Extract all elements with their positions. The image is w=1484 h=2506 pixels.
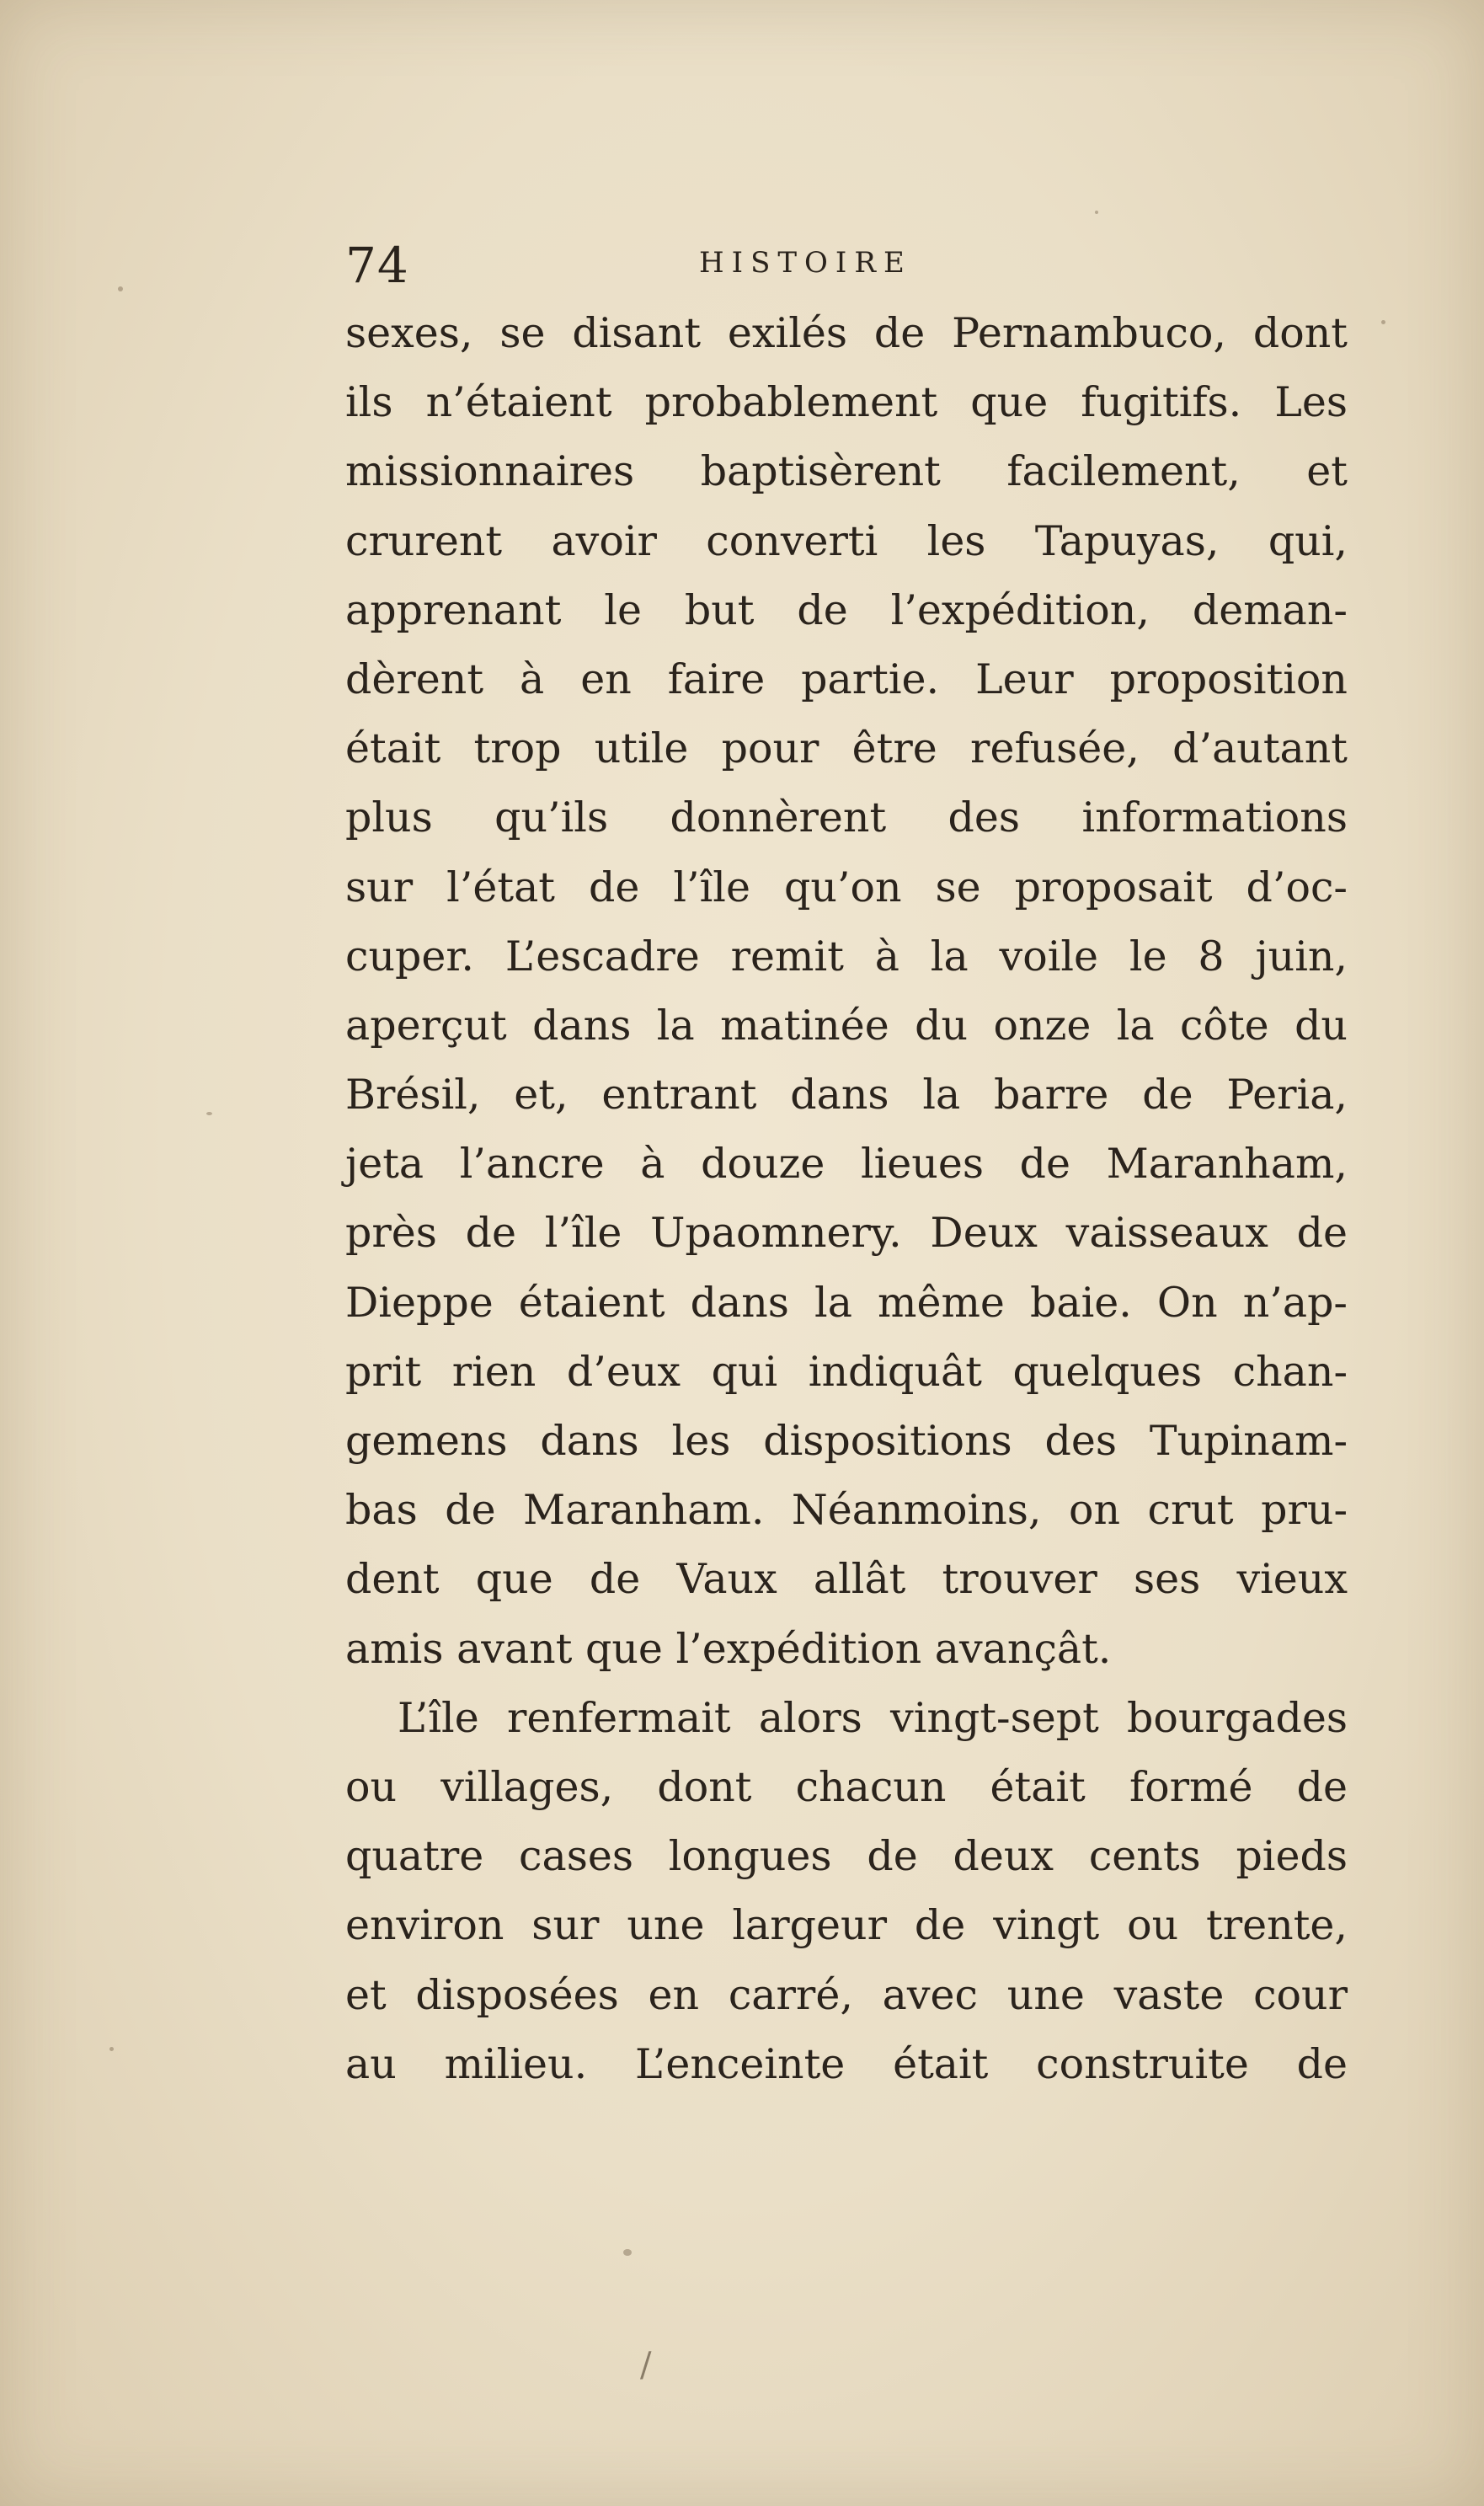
paper-speck [1095, 211, 1098, 214]
text-line: prit rien d’eux qui indiquât quelques chan- [345, 1347, 1348, 1396]
paragraph-end-line: amis avant que l’expédition avançât. [345, 1624, 1112, 1673]
paragraph-start-line: L’île renfermait alors vingt-sept bourgades [398, 1693, 1348, 1742]
text-line: ils n’étaient probablement que fugitifs. Les [345, 378, 1348, 427]
text-line: Brésil, et, entrant dans la barre de Peria, [345, 1071, 1348, 1119]
paper-speck [118, 286, 123, 291]
text-line: était trop utile pour être refusée, d’autant [345, 724, 1348, 773]
paper-speck [623, 2249, 632, 2256]
text-line: sur l’état de l’île qu’on se proposait d’oc- [345, 863, 1348, 911]
body-text [345, 299, 1348, 2099]
text-line: jeta l’ancre à douze lieues de Maranham, [345, 1140, 1348, 1189]
text-line: apprenant le but de l’expédition, deman- [345, 585, 1348, 634]
text-line: plus qu’ils donnèrent des informations [345, 793, 1348, 842]
paper-speck [109, 2047, 114, 2051]
paper-speck [1381, 320, 1385, 324]
text-line: dèrent à en faire partie. Leur proposition [345, 655, 1348, 703]
paper-speck [206, 1112, 212, 1115]
text-line: Dieppe étaient dans la même baie. On n’ap- [345, 1278, 1348, 1327]
text-line: gemens dans les dispositions des Tupinam- [345, 1417, 1348, 1465]
paper-mark: / [640, 2346, 652, 2385]
text-line: cuper. L’escadre remit à la voile le 8 juin, [345, 932, 1348, 980]
page-number: 74 [345, 237, 409, 294]
text-line: dent que de Vaux allât trouver ses vieux [345, 1555, 1348, 1604]
text-line: bas de Maranham. Néanmoins, on crut pru- [345, 1486, 1348, 1535]
text-line: aperçut dans la matinée du onze la côte du [345, 1001, 1348, 1050]
running-head: HISTOIRE [699, 246, 912, 280]
text-line: et disposées en carré, avec une vaste cour [345, 1970, 1348, 2019]
text-line: sexes, se disant exilés de Pernambuco, dont [345, 309, 1348, 357]
text-line: quatre cases longues de deux cents pieds [345, 1832, 1348, 1881]
text-line: près de l’île Upaomnery. Deux vaisseaux de [345, 1209, 1348, 1258]
text-line: ou villages, dont chacun était formé de [345, 1762, 1348, 1811]
text-line: au milieu. L’enceinte était construite de [345, 2039, 1348, 2088]
text-line: environ sur une largeur de vingt ou trente, [345, 1901, 1348, 1950]
page-header [345, 227, 1356, 303]
text-line: crurent avoir converti les Tapuyas, qui, [345, 516, 1348, 565]
text-line: missionnaires baptisèrent facilement, et [345, 447, 1348, 496]
